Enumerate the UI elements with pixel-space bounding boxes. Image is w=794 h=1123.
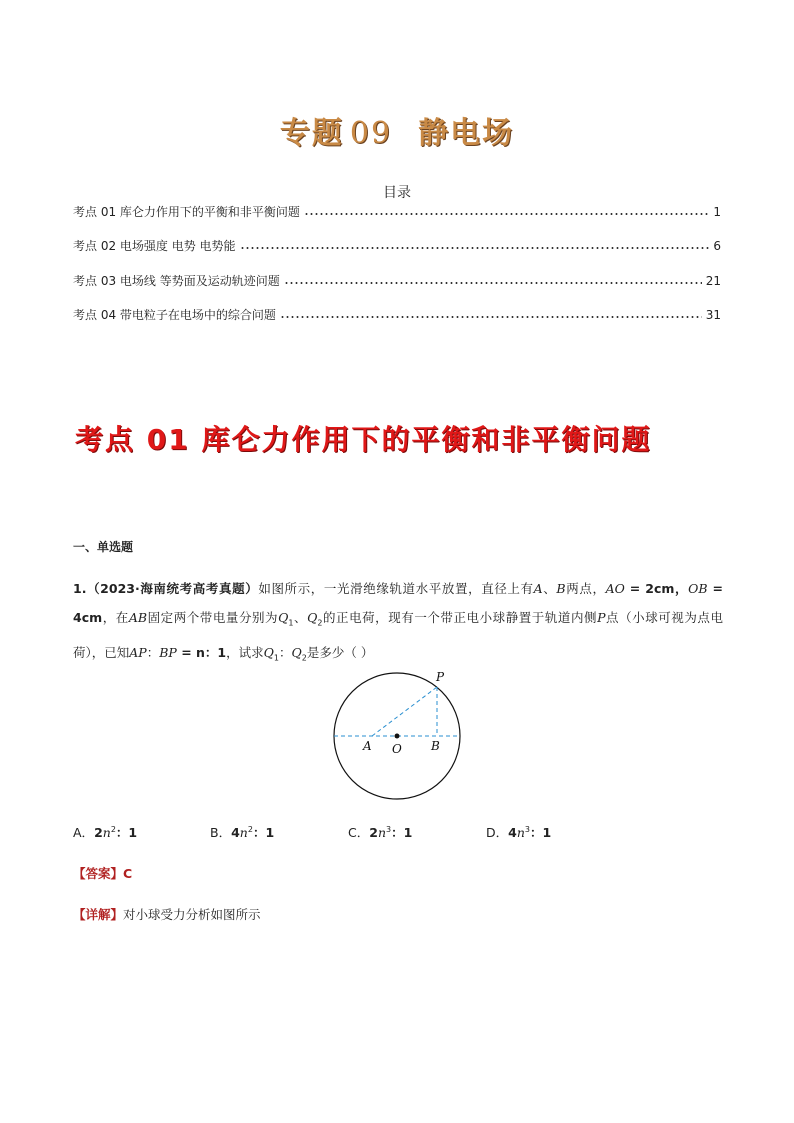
point-a-symbol: A: [533, 581, 543, 596]
charge-q1-symbol: Q: [263, 644, 274, 660]
toc-item-page: 21: [705, 274, 721, 288]
question-type-heading: 一、单选题: [73, 540, 134, 554]
option-var: n: [102, 825, 111, 840]
toc-item-page: 1: [713, 205, 721, 219]
option-d[interactable]: [486, 823, 551, 841]
answer-line: [73, 864, 132, 882]
toc-item[interactable]: [73, 203, 721, 221]
charge-q2-symbol: Q: [307, 610, 318, 625]
toc-item-label: 考点 03 电场线 等势面及运动轨迹问题: [73, 274, 280, 288]
option-tail: ：1: [391, 825, 413, 840]
toc-item-page: 31: [705, 308, 721, 322]
option-coef: 4: [231, 825, 240, 840]
question-fragment: ，在: [102, 610, 129, 625]
answer-value: C: [123, 866, 133, 881]
segment-ao-symbol: AO: [605, 581, 625, 596]
ob-value: = 4cm: [73, 581, 723, 625]
option-key: C．: [348, 825, 370, 840]
label-p: P: [436, 670, 445, 684]
option-tail: ：1: [530, 825, 552, 840]
toc-item[interactable]: [73, 272, 721, 290]
segment-bp-symbol: BP: [159, 644, 177, 660]
label-a: A: [363, 739, 372, 753]
title-main: 专题: [279, 116, 344, 151]
question-fragment: 的正电荷，现有一个带正电小球静置于轨道内侧: [322, 610, 598, 625]
document-title: [0, 108, 794, 152]
option-coef: 2: [94, 825, 103, 840]
segment-ab-symbol: AB: [128, 610, 148, 625]
question-fragment: 两点，: [565, 581, 606, 596]
charge-q2-subscript: 2: [317, 618, 323, 628]
charge-q2-subscript: 2: [301, 653, 307, 662]
toc-item-page: 6: [713, 239, 721, 253]
segment-ob-symbol: OB: [688, 581, 708, 596]
ao-value: = 2cm，: [624, 581, 689, 596]
question-source: （2023·海南统考高考真题）: [86, 581, 259, 596]
option-exp: 3: [386, 824, 392, 834]
charge-q2-symbol: Q: [291, 644, 302, 660]
title-topic: 静电场: [418, 116, 515, 151]
option-exp: 2: [110, 824, 116, 834]
detail-line: [73, 905, 261, 923]
detail-text: 对小球受力分析如图所示: [123, 907, 261, 922]
question-fragment: ：: [278, 644, 292, 660]
ratio-value: = n：1: [176, 644, 227, 660]
question-fragment: ：: [146, 644, 160, 660]
charge-q1-symbol: Q: [278, 610, 289, 625]
question-fragment: 固定两个带电量分别为: [147, 610, 279, 625]
toc-leader-dots: [284, 275, 702, 285]
title-number: 09: [349, 116, 393, 151]
option-c[interactable]: [348, 823, 412, 841]
option-key: A．: [73, 825, 95, 840]
toc-heading: 目录: [383, 185, 411, 201]
option-tail: ：1: [115, 825, 138, 840]
question-fragment: 如图所示，一光滑绝缘轨道水平放置，直径上有: [258, 581, 534, 596]
question-fragment: 点（小球可视为点电荷），已知: [73, 610, 723, 660]
toc-item-label: 考点 02 电场强度 电势 电势能: [73, 239, 236, 253]
option-exp: 2: [247, 824, 253, 834]
label-b: B: [431, 739, 440, 753]
toc-leader-dots: [240, 240, 710, 250]
option-var: n: [516, 825, 525, 840]
toc-item-label: 考点 04 带电粒子在电场中的综合问题: [73, 308, 276, 322]
option-coef: 4: [508, 825, 517, 840]
question-fragment: ，试求: [226, 644, 264, 660]
answer-label: 【答案】: [73, 866, 124, 881]
question-text: 1.（2023·海南统考高考真题）如图所示，一光滑绝缘轨道水平放置，直径上有A、B两点，AO = 2cm，OB = 4cm，在AB固定两个带电量分别为$Q_1$、$Q_2$的正电荷，现有一个带正电小球静置于轨道内侧P点（小球可视为点电荷），已知AP：BP = n：1，试求$Q_1$：$Q_2$是多少（ ）: [73, 581, 723, 662]
option-key: B．: [210, 825, 232, 840]
toc-leader-dots: [280, 309, 702, 319]
question-fragment: 、: [542, 581, 557, 596]
toc-item[interactable]: [73, 306, 721, 324]
option-b[interactable]: [210, 823, 274, 841]
charge-q1-subscript: 1: [288, 618, 294, 628]
option-var: n: [239, 825, 248, 840]
point-b-symbol: B: [556, 581, 566, 596]
toc-item[interactable]: [73, 237, 721, 255]
option-var: n: [377, 825, 386, 840]
option-a[interactable]: [73, 823, 137, 841]
question-fragment: 是多少（ ）: [306, 644, 374, 660]
option-coef: 2: [369, 825, 378, 840]
question-fragment: 、: [293, 610, 308, 625]
charge-q1-subscript: 1: [273, 653, 279, 662]
option-key: D．: [486, 825, 509, 840]
toc-item-label: 考点 01 库仑力作用下的平衡和非平衡问题: [73, 205, 300, 219]
toc-leader-dots: [304, 206, 709, 216]
question-number: 1: [73, 581, 82, 596]
point-p-symbol: P: [597, 610, 606, 625]
label-o: O: [392, 742, 402, 756]
option-exp: 3: [524, 824, 530, 834]
center-dot: [395, 734, 400, 739]
line-ap: [372, 687, 437, 736]
circle-track-figure: [332, 670, 464, 810]
section-title: 考点 01 库仑力作用下的平衡和非平衡问题: [75, 423, 652, 456]
option-tail: ：1: [252, 825, 275, 840]
detail-label: 【详解】: [73, 907, 124, 922]
segment-ap-symbol: AP: [129, 644, 147, 660]
